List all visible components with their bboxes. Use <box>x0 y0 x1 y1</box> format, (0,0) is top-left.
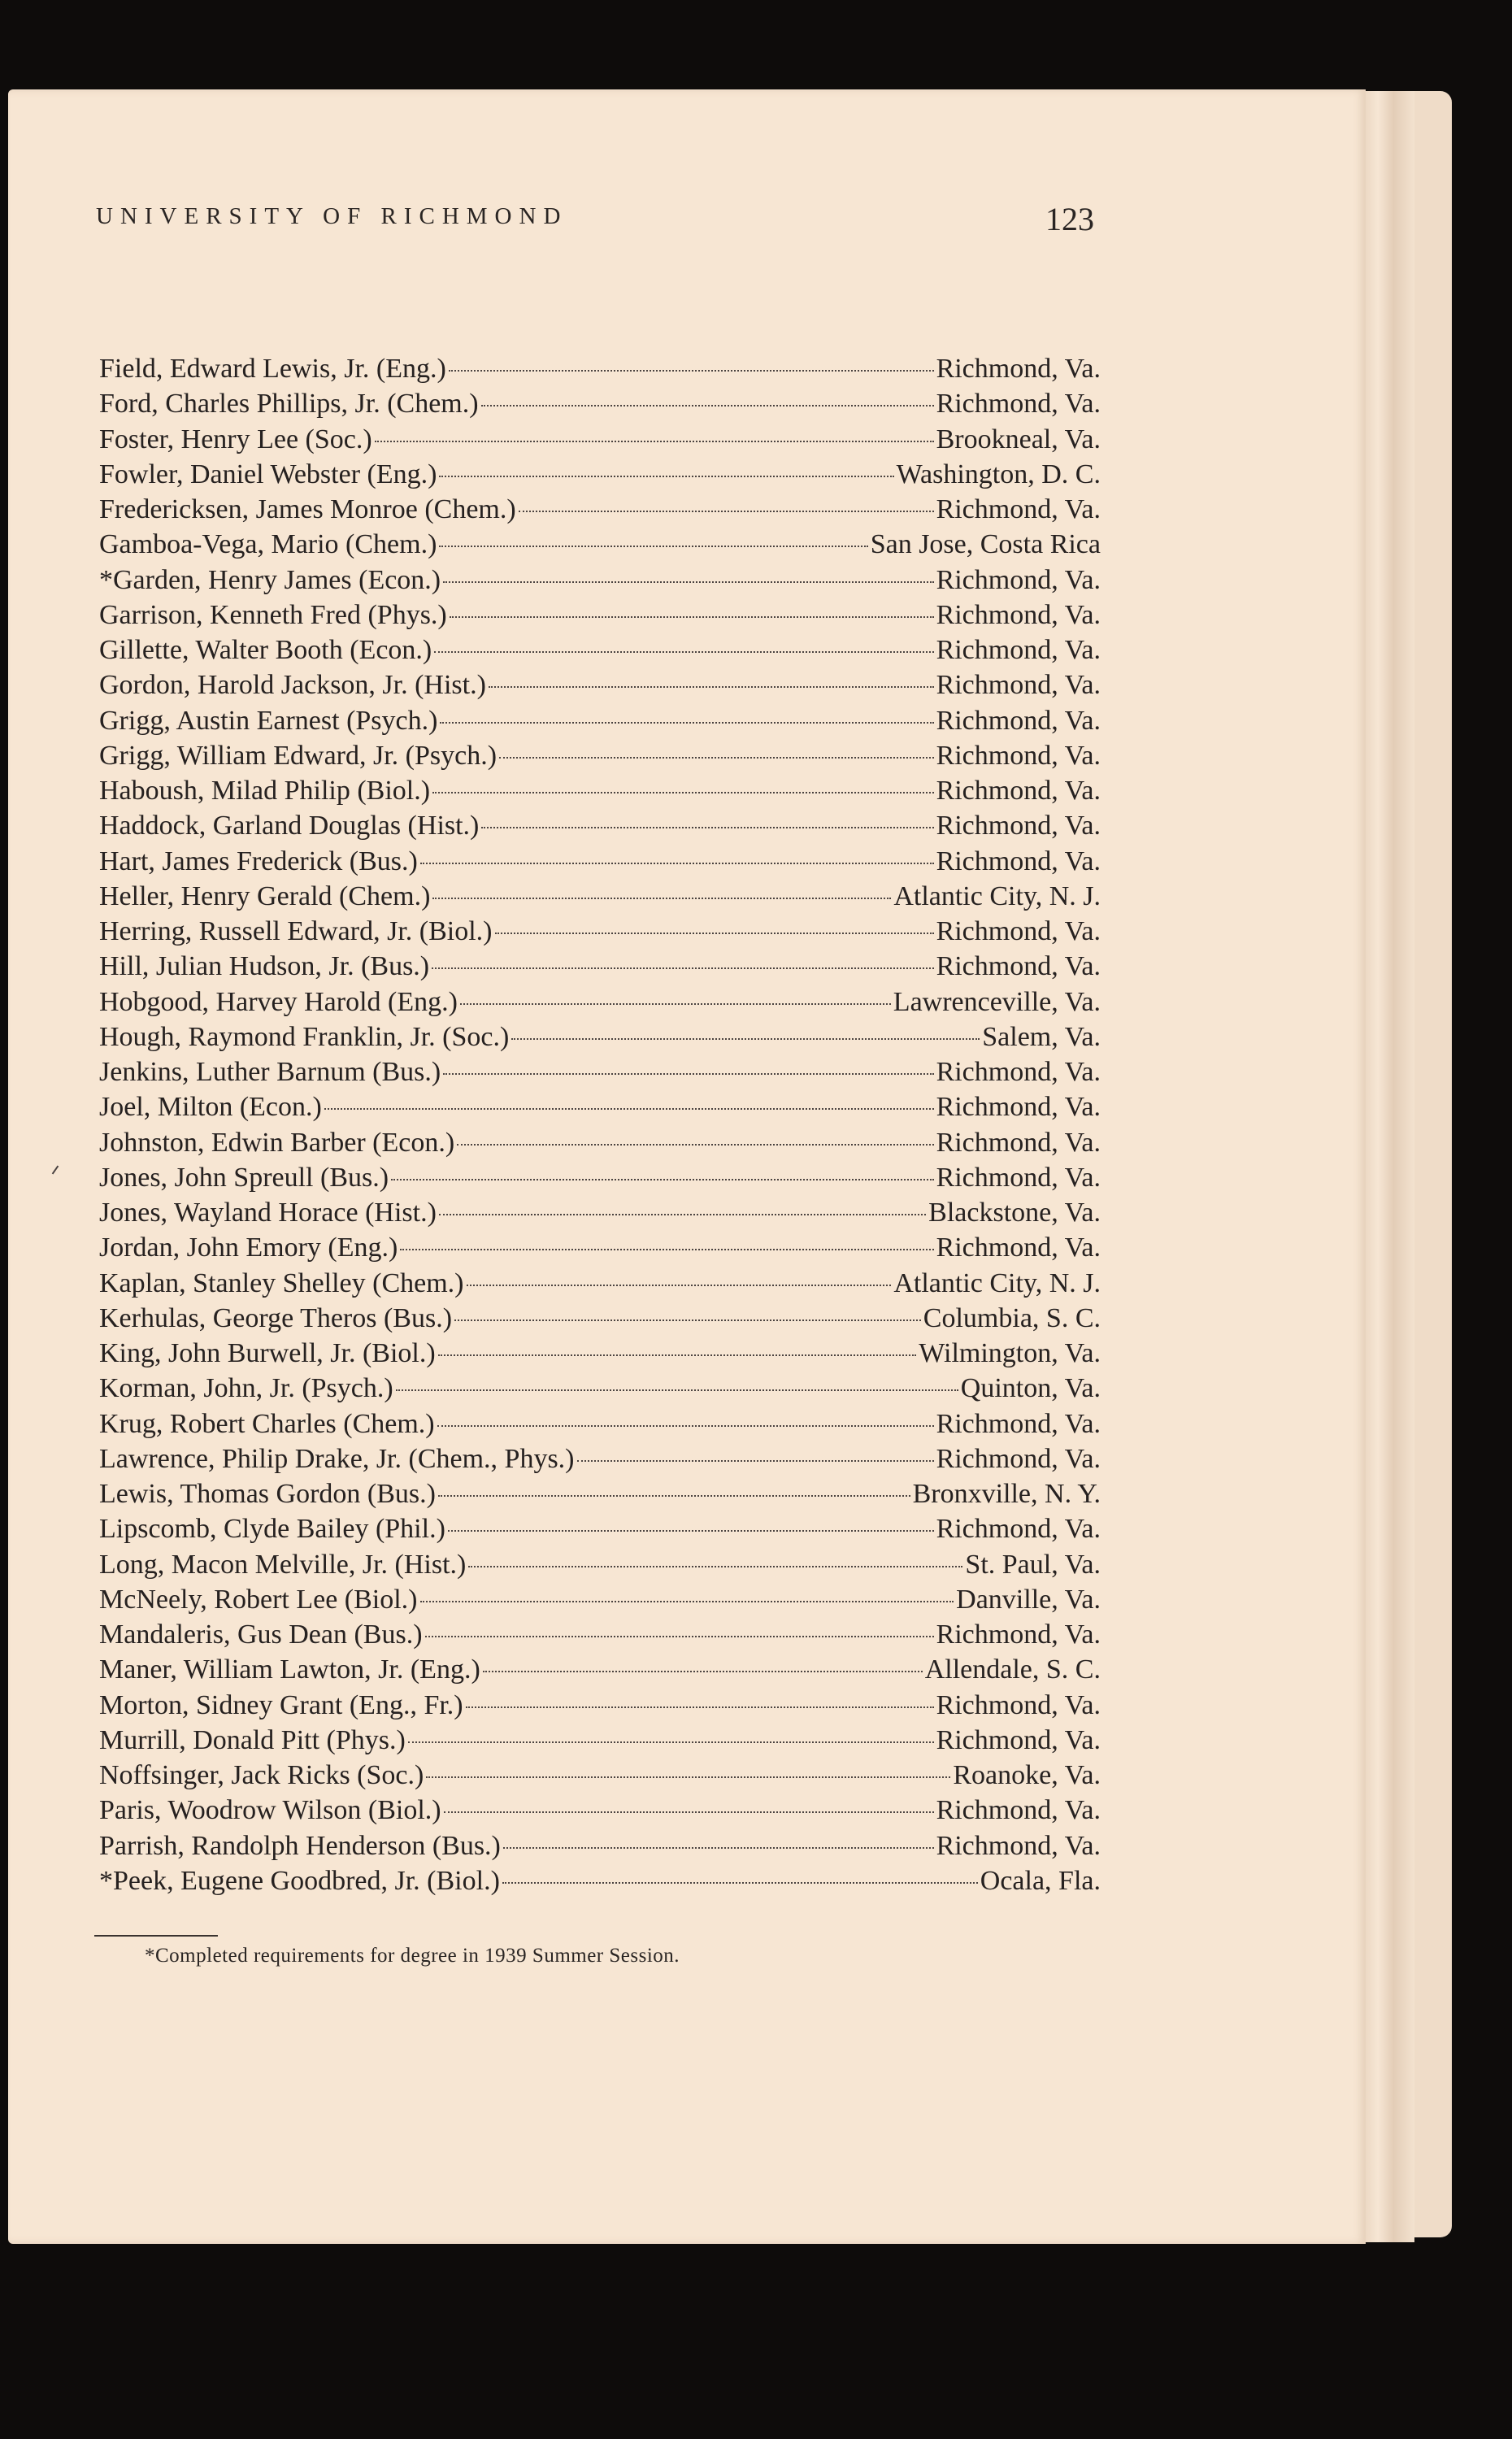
dot-leader <box>443 581 933 583</box>
hometown: Richmond, Va. <box>936 1724 1101 1755</box>
dot-leader <box>432 792 934 793</box>
list-item <box>99 914 1101 949</box>
dot-leader <box>425 1636 934 1637</box>
student-name: Morton, Sidney Grant (Eng., Fr.) <box>99 1689 463 1720</box>
hometown: Richmond, Va. <box>936 740 1101 771</box>
dot-leader <box>511 1038 980 1040</box>
hometown: Richmond, Va. <box>936 1233 1101 1263</box>
dot-leader <box>324 1108 934 1110</box>
dot-leader <box>460 1003 891 1005</box>
student-name: Lewis, Thomas Gordon (Bus.) <box>99 1479 436 1509</box>
list-item <box>99 1828 1101 1863</box>
hometown: Lawrenceville, Va. <box>893 986 1101 1017</box>
student-name: Jones, John Spreull (Bus.) <box>99 1162 389 1193</box>
dot-leader <box>468 1566 962 1567</box>
list-item <box>99 1758 1101 1793</box>
hometown: Richmond, Va. <box>936 1619 1101 1650</box>
dot-leader <box>396 1389 958 1391</box>
list-item <box>99 1547 1101 1582</box>
dot-leader <box>437 1425 934 1427</box>
list-item <box>99 386 1101 421</box>
running-title: UNIVERSITY OF RICHMOND <box>96 203 568 229</box>
student-name: Gordon, Harold Jackson, Jr. (Hist.) <box>99 670 486 701</box>
list-item <box>99 1793 1101 1828</box>
list-item <box>99 1125 1101 1160</box>
student-name: Gillette, Walter Booth (Econ.) <box>99 635 432 665</box>
list-item <box>99 1089 1101 1124</box>
student-name: Mandaleris, Gus Dean (Bus.) <box>99 1619 423 1650</box>
hometown: Richmond, Va. <box>936 1092 1101 1123</box>
list-item <box>99 1406 1101 1441</box>
hometown: Richmond, Va. <box>936 1830 1101 1861</box>
student-name: Johnston, Edwin Barber (Econ.) <box>99 1127 455 1158</box>
dot-leader <box>519 511 934 512</box>
hometown: Richmond, Va. <box>936 846 1101 876</box>
list-item <box>99 422 1101 457</box>
hometown: Allendale, S. C. <box>924 1654 1101 1685</box>
list-item <box>99 1371 1101 1406</box>
footnote: *Completed requirements for degree in 1939 Summer Session. <box>145 1945 680 1967</box>
hometown: Richmond, Va. <box>936 1514 1101 1545</box>
list-item <box>99 1617 1101 1652</box>
dot-leader <box>454 1319 921 1321</box>
hometown: Atlantic City, N. J. <box>893 1267 1101 1298</box>
student-name: Herring, Russell Edward, Jr. (Biol.) <box>99 916 493 946</box>
hometown: Richmond, Va. <box>936 1057 1101 1087</box>
hometown: Richmond, Va. <box>936 389 1101 420</box>
list-item <box>99 1582 1101 1617</box>
hometown: Quinton, Va. <box>960 1373 1101 1404</box>
list-item <box>99 1511 1101 1546</box>
list-item <box>99 1441 1101 1476</box>
student-name: Lipscomb, Clyde Bailey (Phil.) <box>99 1514 445 1545</box>
dot-leader <box>420 863 934 864</box>
student-name: Fredericksen, James Monroe (Chem.) <box>99 494 516 524</box>
student-name: Noffsinger, Jack Ricks (Soc.) <box>99 1760 424 1790</box>
student-name: Paris, Woodrow Wilson (Biol.) <box>99 1795 441 1826</box>
hometown: Roanoke, Va. <box>953 1760 1101 1790</box>
student-name: Ford, Charles Phillips, Jr. (Chem.) <box>99 389 479 420</box>
dot-leader <box>434 651 933 653</box>
student-name: Parrish, Randolph Henderson (Bus.) <box>99 1830 501 1861</box>
list-item <box>99 457 1101 492</box>
list-item <box>99 598 1101 633</box>
dot-leader <box>499 757 934 759</box>
student-name: Heller, Henry Gerald (Chem.) <box>99 880 431 911</box>
list-item <box>99 1020 1101 1054</box>
hometown: Richmond, Va. <box>936 916 1101 946</box>
dot-leader <box>432 898 891 899</box>
footnote-rule <box>94 1935 218 1937</box>
hometown: Bronxville, N. Y. <box>912 1479 1101 1509</box>
student-name: *Peek, Eugene Goodbred, Jr. (Biol.) <box>99 1865 500 1896</box>
hometown: Salem, Va. <box>982 1021 1101 1052</box>
dot-leader <box>432 967 933 969</box>
dot-leader <box>457 1144 933 1146</box>
student-name: Field, Edward Lewis, Jr. (Eng.) <box>99 354 446 384</box>
dot-leader <box>503 1847 934 1849</box>
dot-leader <box>439 1214 926 1215</box>
dot-leader <box>408 1741 934 1743</box>
list-item <box>99 773 1101 808</box>
list-item <box>99 844 1101 879</box>
list-item <box>99 1266 1101 1301</box>
student-name: Kaplan, Stanley Shelley (Chem.) <box>99 1267 464 1298</box>
hometown: Richmond, Va. <box>936 354 1101 384</box>
list-item <box>99 738 1101 773</box>
list-item <box>99 563 1101 598</box>
hometown: Brookneal, Va. <box>936 424 1101 454</box>
student-name: Jones, Wayland Horace (Hist.) <box>99 1198 437 1228</box>
student-name: Joel, Milton (Econ.) <box>99 1092 322 1123</box>
dot-leader <box>391 1179 934 1180</box>
dot-leader <box>495 933 934 934</box>
hometown: St. Paul, Va. <box>965 1549 1101 1580</box>
list-item <box>99 633 1101 667</box>
hometown: Danville, Va. <box>956 1584 1101 1615</box>
student-name: Korman, John, Jr. (Psych.) <box>99 1373 393 1404</box>
dot-leader <box>483 1671 923 1672</box>
hometown: Richmond, Va. <box>936 1408 1101 1439</box>
hometown: Richmond, Va. <box>936 1127 1101 1158</box>
hometown: Richmond, Va. <box>936 1162 1101 1193</box>
dot-leader <box>577 1460 934 1462</box>
student-name: Hough, Raymond Franklin, Jr. (Soc.) <box>99 1021 510 1052</box>
list-item <box>99 492 1101 527</box>
hometown: Richmond, Va. <box>936 705 1101 736</box>
hometown: Richmond, Va. <box>936 494 1101 524</box>
dot-leader <box>448 1530 934 1532</box>
list-item <box>99 1054 1101 1089</box>
list-item <box>99 1336 1101 1371</box>
student-name: Gamboa-Vega, Mario (Chem.) <box>99 529 437 560</box>
student-list <box>99 351 1101 1898</box>
dot-leader <box>502 1882 978 1884</box>
hometown: Richmond, Va. <box>936 811 1101 841</box>
list-item <box>99 667 1101 702</box>
student-name: Maner, William Lawton, Jr. (Eng.) <box>99 1654 480 1685</box>
hometown: Wilmington, Va. <box>919 1338 1101 1368</box>
student-name: King, John Burwell, Jr. (Biol.) <box>99 1338 436 1368</box>
list-item <box>99 1301 1101 1336</box>
dot-leader <box>375 441 934 442</box>
list-item <box>99 527 1101 562</box>
student-name: Grigg, William Edward, Jr. (Psych.) <box>99 740 497 771</box>
list-item <box>99 1160 1101 1195</box>
dot-leader <box>400 1249 933 1250</box>
hometown: Richmond, Va. <box>936 1689 1101 1720</box>
dot-leader <box>439 476 893 477</box>
dot-leader <box>449 370 934 372</box>
dot-leader <box>489 686 934 688</box>
list-item <box>99 703 1101 738</box>
hometown: Richmond, Va. <box>936 564 1101 595</box>
student-name: Haddock, Garland Douglas (Hist.) <box>99 811 480 841</box>
list-item <box>99 1230 1101 1265</box>
hometown: Richmond, Va. <box>936 951 1101 982</box>
student-name: Grigg, Austin Earnest (Psych.) <box>99 705 438 736</box>
student-name: Kerhulas, George Theros (Bus.) <box>99 1302 453 1333</box>
student-name: Hobgood, Harvey Harold (Eng.) <box>99 986 458 1017</box>
list-item <box>99 808 1101 843</box>
student-name: Hill, Julian Hudson, Jr. (Bus.) <box>99 951 430 982</box>
dot-leader <box>450 616 934 618</box>
list-item <box>99 985 1101 1020</box>
hometown: Richmond, Va. <box>936 776 1101 806</box>
dot-leader <box>426 1776 950 1778</box>
student-name: Fowler, Daniel Webster (Eng.) <box>99 459 437 489</box>
dot-leader <box>440 722 933 724</box>
hometown: Richmond, Va. <box>936 599 1101 630</box>
dot-leader <box>443 1073 933 1075</box>
student-name: Hart, James Frederick (Bus.) <box>99 846 418 876</box>
dot-leader <box>420 1601 954 1602</box>
dot-leader <box>438 1354 917 1356</box>
hometown: Washington, D. C. <box>896 459 1101 489</box>
list-item <box>99 1688 1101 1723</box>
hometown: Richmond, Va. <box>936 1795 1101 1826</box>
hometown: San Jose, Costa Rica <box>870 529 1101 560</box>
hometown: Columbia, S. C. <box>923 1302 1101 1333</box>
student-name: *Garden, Henry James (Econ.) <box>99 564 441 595</box>
hometown: Richmond, Va. <box>936 670 1101 701</box>
student-name: Lawrence, Philip Drake, Jr. (Chem., Phys.) <box>99 1443 575 1474</box>
hometown: Ocala, Fla. <box>980 1865 1101 1896</box>
student-name: Jenkins, Luther Barnum (Bus.) <box>99 1057 441 1087</box>
list-item <box>99 1195 1101 1230</box>
student-name: Murrill, Donald Pitt (Phys.) <box>99 1724 406 1755</box>
list-item <box>99 1652 1101 1687</box>
student-name: Garrison, Kenneth Fred (Phys.) <box>99 599 447 630</box>
hometown: Blackstone, Va. <box>928 1198 1101 1228</box>
list-item <box>99 1476 1101 1511</box>
list-item <box>99 351 1101 386</box>
student-name: Haboush, Milad Philip (Biol.) <box>99 776 431 806</box>
dot-leader <box>481 405 934 406</box>
hometown: Richmond, Va. <box>936 635 1101 665</box>
student-name: Jordan, John Emory (Eng.) <box>99 1233 398 1263</box>
list-item <box>99 949 1101 984</box>
dot-leader <box>466 1706 934 1708</box>
student-name: Foster, Henry Lee (Soc.) <box>99 424 372 454</box>
dot-leader <box>444 1811 934 1813</box>
list-item <box>99 1723 1101 1758</box>
page-number: 123 <box>1045 201 1094 237</box>
student-name: McNeely, Robert Lee (Biol.) <box>99 1584 418 1615</box>
dot-leader <box>439 546 867 547</box>
list-item <box>99 1863 1101 1898</box>
student-name: Long, Macon Melville, Jr. (Hist.) <box>99 1549 467 1580</box>
list-item <box>99 879 1101 914</box>
dot-leader <box>467 1285 892 1286</box>
dot-leader <box>481 827 933 828</box>
student-name: Krug, Robert Charles (Chem.) <box>99 1408 435 1439</box>
page-stack-edge-inner <box>1362 91 1414 2242</box>
hometown: Richmond, Va. <box>936 1443 1101 1474</box>
hometown: Atlantic City, N. J. <box>893 880 1101 911</box>
dot-leader <box>438 1495 910 1497</box>
